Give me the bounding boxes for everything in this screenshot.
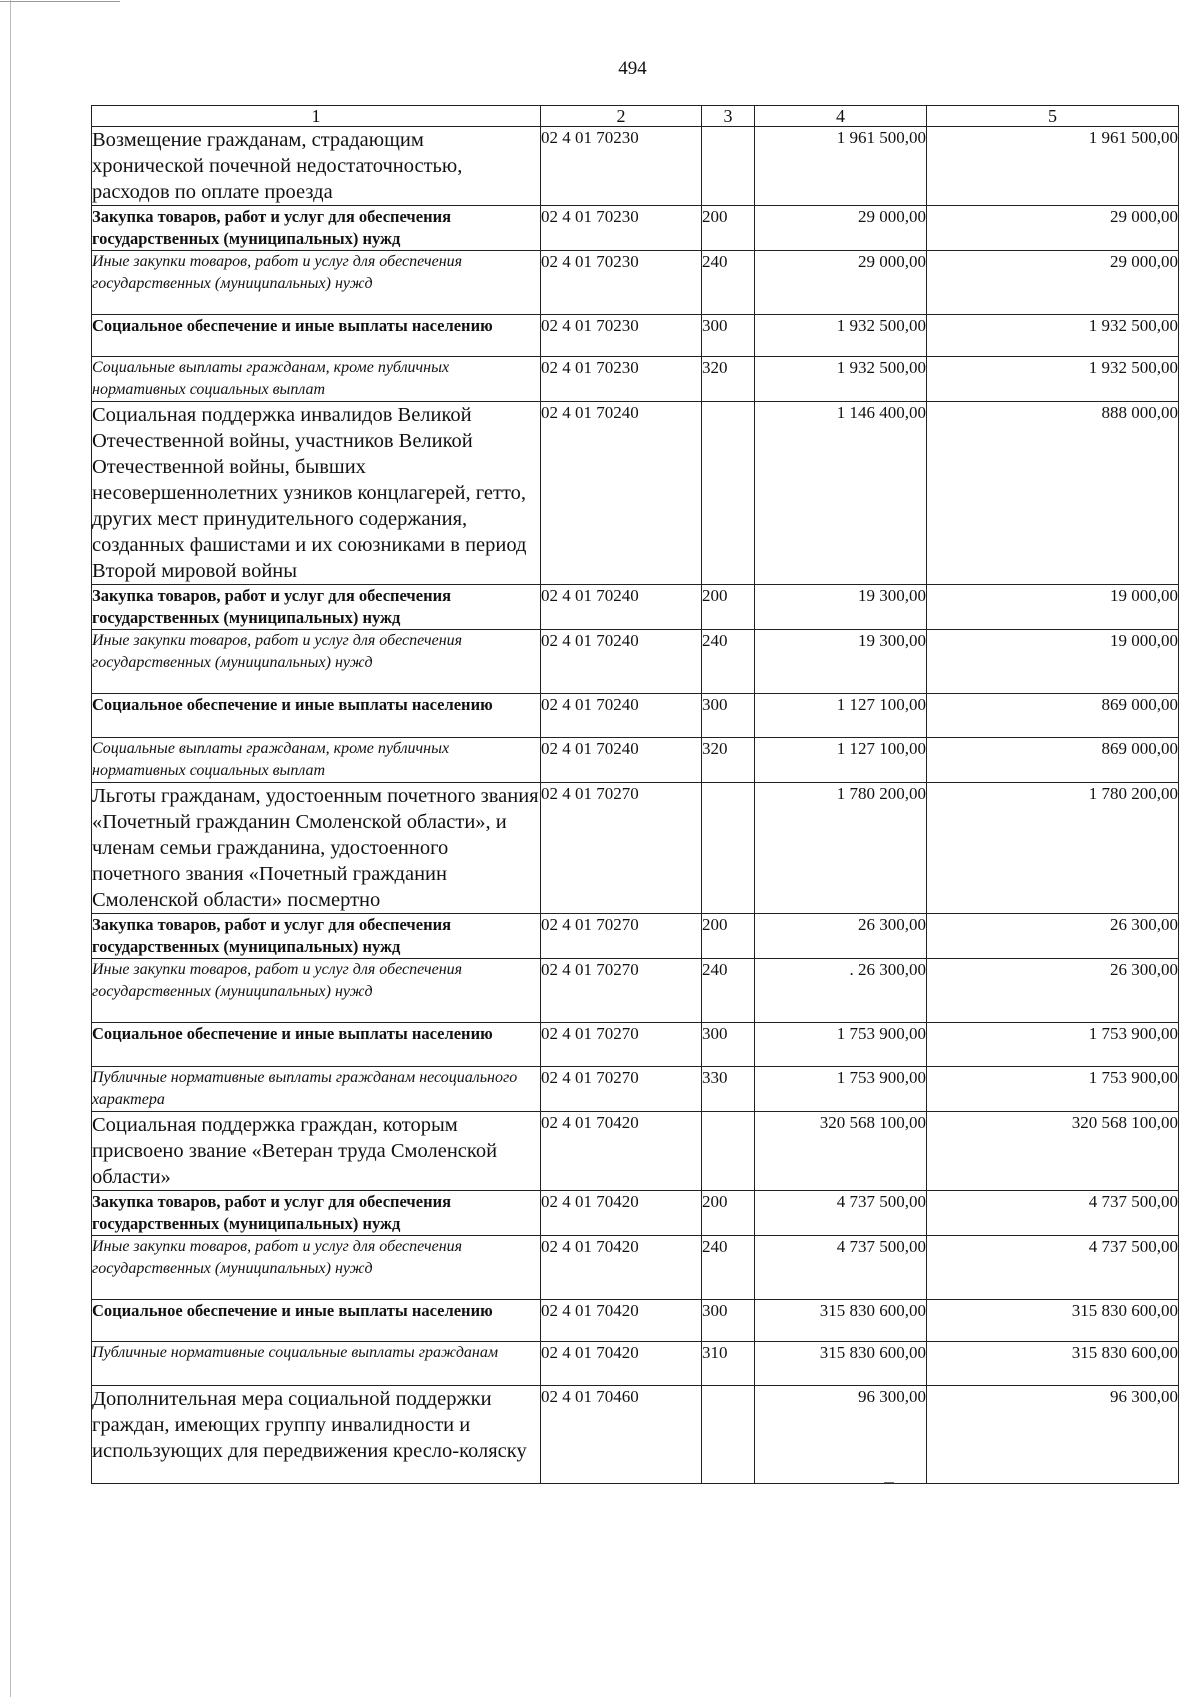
row-sum-plan-1-cell: 315 830 600,00: [755, 1342, 927, 1386]
row-csr-cell: 02 4 01 70460: [541, 1386, 702, 1484]
row-sum-plan-1-cell: 1 127 100,00: [755, 738, 927, 783]
table-row: [92, 127, 1179, 206]
row-vr-cell: [702, 1386, 755, 1484]
row-vr-cell: [702, 1112, 755, 1191]
header-row: [92, 106, 1179, 127]
row-csr-cell: 02 4 01 70270: [541, 1023, 702, 1067]
table-row: [92, 783, 1179, 914]
row-csr-cell: 02 4 01 70230: [541, 315, 702, 357]
row-sum-plan-2-cell: 96 300,00: [927, 1386, 1179, 1484]
row-vr-cell: [702, 783, 755, 914]
row-sum-plan-2-cell: 869 000,00: [927, 738, 1179, 783]
row-vr-cell: 300: [702, 1300, 755, 1342]
row-sum-plan-1-cell: 1 753 900,00: [755, 1023, 927, 1067]
row-vr-cell: 240: [702, 630, 755, 694]
row-vr-cell: [702, 127, 755, 206]
row-sum-plan-1-cell: 1 780 200,00: [755, 783, 927, 914]
scan-speck: [884, 1482, 894, 1483]
table-row: [92, 1112, 1179, 1191]
row-vr-cell: 310: [702, 1342, 755, 1386]
row-sum-plan-1-cell: 1 961 500,00: [755, 127, 927, 206]
row-sum-plan-1-cell: 96 300,00: [755, 1386, 927, 1484]
row-csr-cell: 02 4 01 70420: [541, 1191, 702, 1236]
row-csr-cell: 02 4 01 70240: [541, 694, 702, 738]
row-sum-plan-1-cell: 29 000,00: [755, 206, 927, 251]
row-csr-cell: 02 4 01 70240: [541, 402, 702, 585]
table-row: [92, 1342, 1179, 1386]
row-sum-plan-2-cell: 1 932 500,00: [927, 357, 1179, 402]
row-name-cell: Закупка товаров, работ и услуг для обеспечения государственных (муниципальных) нужд: [92, 1191, 541, 1236]
row-sum-plan-2-cell: 320 568 100,00: [927, 1112, 1179, 1191]
row-csr-cell: 02 4 01 70270: [541, 959, 702, 1023]
table-row: [92, 1023, 1179, 1067]
row-vr-cell: 330: [702, 1067, 755, 1112]
header-col-3: 3: [702, 106, 755, 127]
row-csr-cell: 02 4 01 70240: [541, 738, 702, 783]
row-csr-cell: 02 4 01 70270: [541, 914, 702, 959]
row-name-cell: Социальное обеспечение и иные выплаты населению: [92, 694, 541, 738]
row-name-cell: Социальные выплаты гражданам, кроме публичных нормативных социальных выплат: [92, 738, 541, 783]
row-csr-cell: 02 4 01 70230: [541, 251, 702, 315]
row-name-cell: Социальная поддержка инвалидов Великой Отечественной войны, участников Великой Отечественной войны, бывших несовершеннолетних узников концлагерей, гетто, других мест принудительного содержания, созданных фашистами и их союзниками в период Второй мировой войны: [92, 402, 541, 585]
table-row: [92, 1386, 1179, 1484]
row-csr-cell: 02 4 01 70420: [541, 1300, 702, 1342]
row-sum-plan-1-cell: 19 300,00: [755, 585, 927, 630]
table-row: [92, 1300, 1179, 1342]
row-name-cell: Иные закупки товаров, работ и услуг для обеспечения государственных (муниципальных) нужд: [92, 251, 541, 315]
row-name-cell: Возмещение гражданам, страдающим хронической почечной недостаточностью, расходов по оплате проезда: [92, 127, 541, 206]
row-vr-cell: 300: [702, 315, 755, 357]
row-vr-cell: 240: [702, 959, 755, 1023]
row-csr-cell: 02 4 01 70240: [541, 630, 702, 694]
header-col-2: 2: [541, 106, 702, 127]
row-name-cell: Социальное обеспечение и иные выплаты населению: [92, 1023, 541, 1067]
row-csr-cell: 02 4 01 70270: [541, 783, 702, 914]
row-csr-cell: 02 4 01 70230: [541, 127, 702, 206]
row-vr-cell: 300: [702, 1023, 755, 1067]
row-sum-plan-2-cell: 869 000,00: [927, 694, 1179, 738]
table-row: [92, 1236, 1179, 1300]
row-sum-plan-1-cell: 1 127 100,00: [755, 694, 927, 738]
row-sum-plan-2-cell: 1 932 500,00: [927, 315, 1179, 357]
row-sum-plan-2-cell: 19 000,00: [927, 630, 1179, 694]
row-vr-cell: 200: [702, 206, 755, 251]
row-name-cell: Иные закупки товаров, работ и услуг для обеспечения государственных (муниципальных) нужд: [92, 959, 541, 1023]
row-sum-plan-1-cell: 1 932 500,00: [755, 315, 927, 357]
row-sum-plan-1-cell: 1 753 900,00: [755, 1067, 927, 1112]
row-name-cell: Иные закупки товаров, работ и услуг для обеспечения государственных (муниципальных) нужд: [92, 630, 541, 694]
row-sum-plan-2-cell: 19 000,00: [927, 585, 1179, 630]
budget-table: [91, 105, 1179, 1484]
table-row: [92, 630, 1179, 694]
row-name-cell: Дополнительная мера социальной поддержки граждан, имеющих группу инвалидности и использующих для передвижения кресло-коляску: [92, 1386, 541, 1484]
row-name-cell: Социальные выплаты гражданам, кроме публичных нормативных социальных выплат: [92, 357, 541, 402]
row-name-cell: Закупка товаров, работ и услуг для обеспечения государственных (муниципальных) нужд: [92, 914, 541, 959]
row-sum-plan-1-cell: 4 737 500,00: [755, 1191, 927, 1236]
table-row: [92, 1191, 1179, 1236]
table-row: [92, 206, 1179, 251]
row-name-cell: Социальное обеспечение и иные выплаты населению: [92, 1300, 541, 1342]
table-row: [92, 914, 1179, 959]
table-row: [92, 585, 1179, 630]
row-sum-plan-2-cell: 26 300,00: [927, 914, 1179, 959]
row-name-cell: Социальная поддержка граждан, которым присвоено звание «Ветеран труда Смоленской области»: [92, 1112, 541, 1191]
table-row: [92, 1067, 1179, 1112]
row-name-cell: Иные закупки товаров, работ и услуг для обеспечения государственных (муниципальных) нужд: [92, 1236, 541, 1300]
row-sum-plan-1-cell: 19 300,00: [755, 630, 927, 694]
row-vr-cell: 240: [702, 251, 755, 315]
row-vr-cell: 320: [702, 357, 755, 402]
row-sum-plan-2-cell: 4 737 500,00: [927, 1191, 1179, 1236]
row-sum-plan-2-cell: 26 300,00: [927, 959, 1179, 1023]
table-row: [92, 402, 1179, 585]
row-sum-plan-2-cell: 1 961 500,00: [927, 127, 1179, 206]
table-row: [92, 251, 1179, 315]
table-row: [92, 357, 1179, 402]
row-sum-plan-1-cell: 1 932 500,00: [755, 357, 927, 402]
row-csr-cell: 02 4 01 70420: [541, 1342, 702, 1386]
row-csr-cell: 02 4 01 70270: [541, 1067, 702, 1112]
row-sum-plan-1-cell: 29 000,00: [755, 251, 927, 315]
row-sum-plan-1-cell: 1 146 400,00: [755, 402, 927, 585]
row-vr-cell: [702, 402, 755, 585]
row-sum-plan-2-cell: 29 000,00: [927, 206, 1179, 251]
row-sum-plan-1-cell: 320 568 100,00: [755, 1112, 927, 1191]
table-row: [92, 694, 1179, 738]
row-sum-plan-2-cell: 315 830 600,00: [927, 1342, 1179, 1386]
row-sum-plan-2-cell: 315 830 600,00: [927, 1300, 1179, 1342]
row-name-cell: Социальное обеспечение и иные выплаты населению: [92, 315, 541, 357]
table-row: [92, 738, 1179, 783]
row-name-cell: Закупка товаров, работ и услуг для обеспечения государственных (муниципальных) нужд: [92, 206, 541, 251]
row-csr-cell: 02 4 01 70240: [541, 585, 702, 630]
table-row: [92, 315, 1179, 357]
row-sum-plan-2-cell: 1 753 900,00: [927, 1023, 1179, 1067]
row-name-cell: Публичные нормативные социальные выплаты гражданам: [92, 1342, 541, 1386]
row-sum-plan-2-cell: 1 780 200,00: [927, 783, 1179, 914]
row-vr-cell: 200: [702, 585, 755, 630]
row-sum-plan-2-cell: 29 000,00: [927, 251, 1179, 315]
row-sum-plan-2-cell: 888 000,00: [927, 402, 1179, 585]
row-csr-cell: 02 4 01 70230: [541, 357, 702, 402]
row-sum-plan-1-cell: 26 300,00: [755, 914, 927, 959]
page-number: 494: [618, 58, 647, 79]
scan-edge-mark: [0, 1, 120, 2]
row-csr-cell: 02 4 01 70230: [541, 206, 702, 251]
row-csr-cell: 02 4 01 70420: [541, 1236, 702, 1300]
row-vr-cell: 200: [702, 1191, 755, 1236]
row-vr-cell: 320: [702, 738, 755, 783]
row-vr-cell: 300: [702, 694, 755, 738]
row-sum-plan-1-cell: 315 830 600,00: [755, 1300, 927, 1342]
header-col-1: 1: [92, 106, 541, 127]
row-sum-plan-2-cell: 4 737 500,00: [927, 1236, 1179, 1300]
row-name-cell: Закупка товаров, работ и услуг для обеспечения государственных (муниципальных) нужд: [92, 585, 541, 630]
row-name-cell: Льготы гражданам, удостоенным почетного звания «Почетный гражданин Смоленской области», и членам семьи гражданина, удостоенного почетного звания «Почетный гражданин Смоленской области» посмертно: [92, 783, 541, 914]
table-row: [92, 959, 1179, 1023]
header-col-4: 4: [755, 106, 927, 127]
header-col-5: 5: [927, 106, 1179, 127]
scan-margin-line: [10, 0, 11, 1697]
row-vr-cell: 200: [702, 914, 755, 959]
row-sum-plan-2-cell: 1 753 900,00: [927, 1067, 1179, 1112]
row-name-cell: Публичные нормативные выплаты гражданам несоциального характера: [92, 1067, 541, 1112]
row-sum-plan-1-cell: 4 737 500,00: [755, 1236, 927, 1300]
row-csr-cell: 02 4 01 70420: [541, 1112, 702, 1191]
row-sum-plan-1-cell: . 26 300,00: [755, 959, 927, 1023]
row-vr-cell: 240: [702, 1236, 755, 1300]
